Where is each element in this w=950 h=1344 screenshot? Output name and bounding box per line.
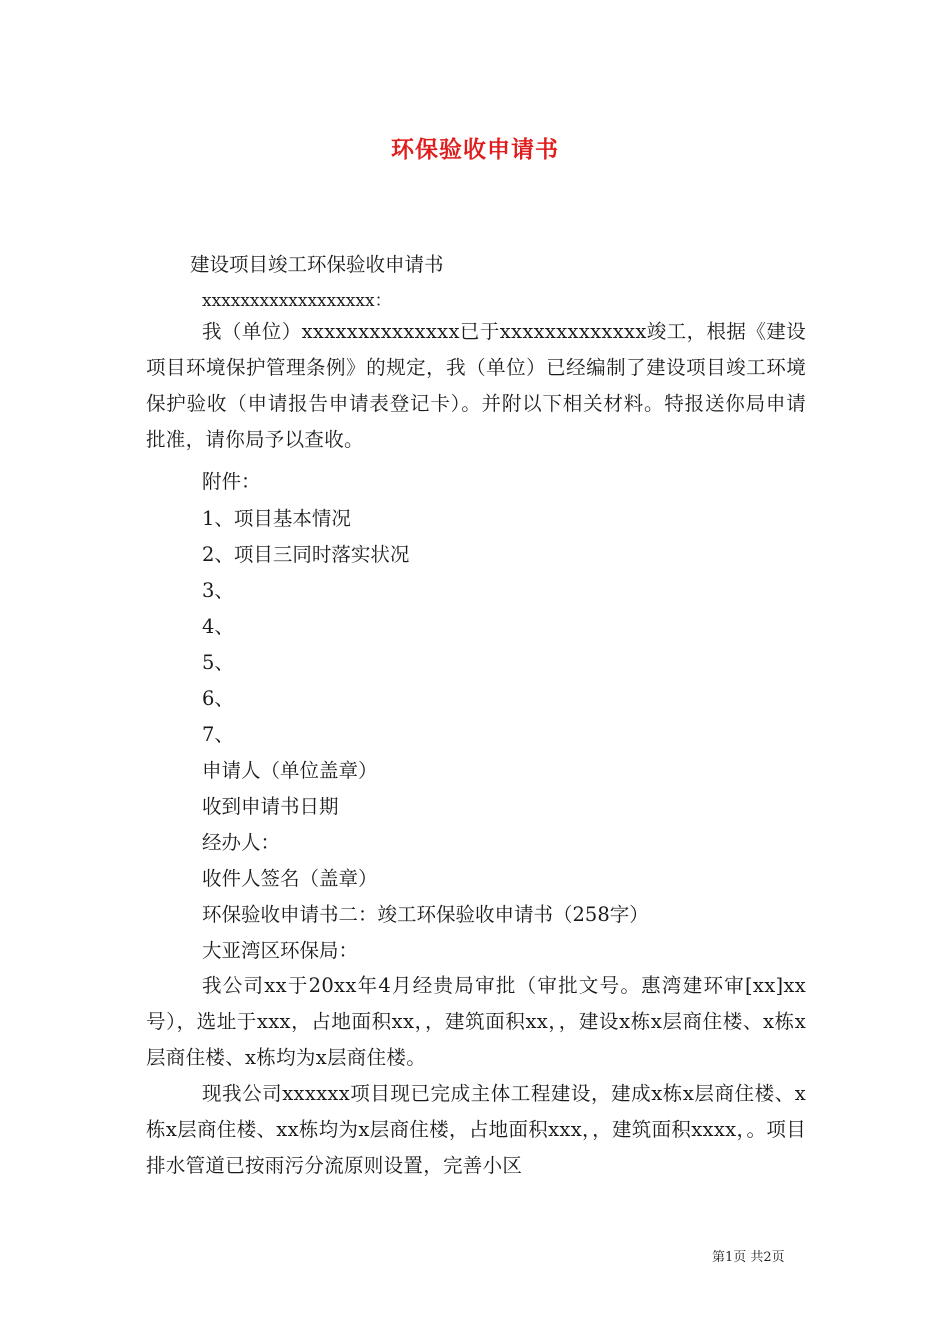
paragraph-approval: 我公司xx于20xx年4月经贵局审批（审批文号。惠湾建环审[xx]xx号），选址于xxx，占地面积xx，，建筑面积xx，，建设x栋x层商住楼、x栋x层商住楼、x栋均为x层商住楼。 <box>146 974 806 1069</box>
attachment-item: 5、 <box>202 651 234 674</box>
page-number: 第1页 共2页 <box>712 1250 785 1265</box>
applicant-line: 申请人（单位盖章） <box>202 759 378 782</box>
attachment-item: 6、 <box>202 687 234 710</box>
paragraph-request: 我（单位）xxxxxxxxxxxxxx已于xxxxxxxxxxxxx竣工，根据《建设项目环境保护管理条例》的规定，我（单位）已经编制了建设项目竣工环境保护验收（申请报告申请表登记卡）。并附以下相关材料。特报送你局申请批准，请你局予以查收。 <box>146 320 806 451</box>
attachments-label: 附件： <box>202 470 261 493</box>
attachment-item: 4、 <box>202 615 234 638</box>
attachment-item: 7、 <box>202 723 234 746</box>
received-date-line: 收到申请书日期 <box>202 795 339 818</box>
section2-title: 环保验收申请书二：竣工环保验收申请书（258字） <box>202 903 649 926</box>
section2-salutation: 大亚湾区环保局： <box>202 939 359 962</box>
salutation: xxxxxxxxxxxxxxxxxx： <box>202 291 392 311</box>
attachment-item: 3、 <box>202 579 234 602</box>
subtitle: 建设项目竣工环保验收申请书 <box>190 253 444 276</box>
receiver-sign-line: 收件人签名（盖章） <box>202 867 378 890</box>
paragraph-progress: 现我公司xxxxxx项目现已完成主体工程建设，建成x栋x层商住楼、x栋x层商住楼、xx栋均为x层商住楼，占地面积xxx，，建筑面积xxxx，。项目排水管道已按雨污分流原则设置，完善小区 <box>146 1082 806 1177</box>
handler-line: 经办人： <box>202 831 281 854</box>
attachment-item: 2、项目三同时落实状况 <box>202 543 410 566</box>
attachment-item: 1、项目基本情况 <box>202 507 351 530</box>
document-title: 环保验收申请书 <box>391 137 559 163</box>
